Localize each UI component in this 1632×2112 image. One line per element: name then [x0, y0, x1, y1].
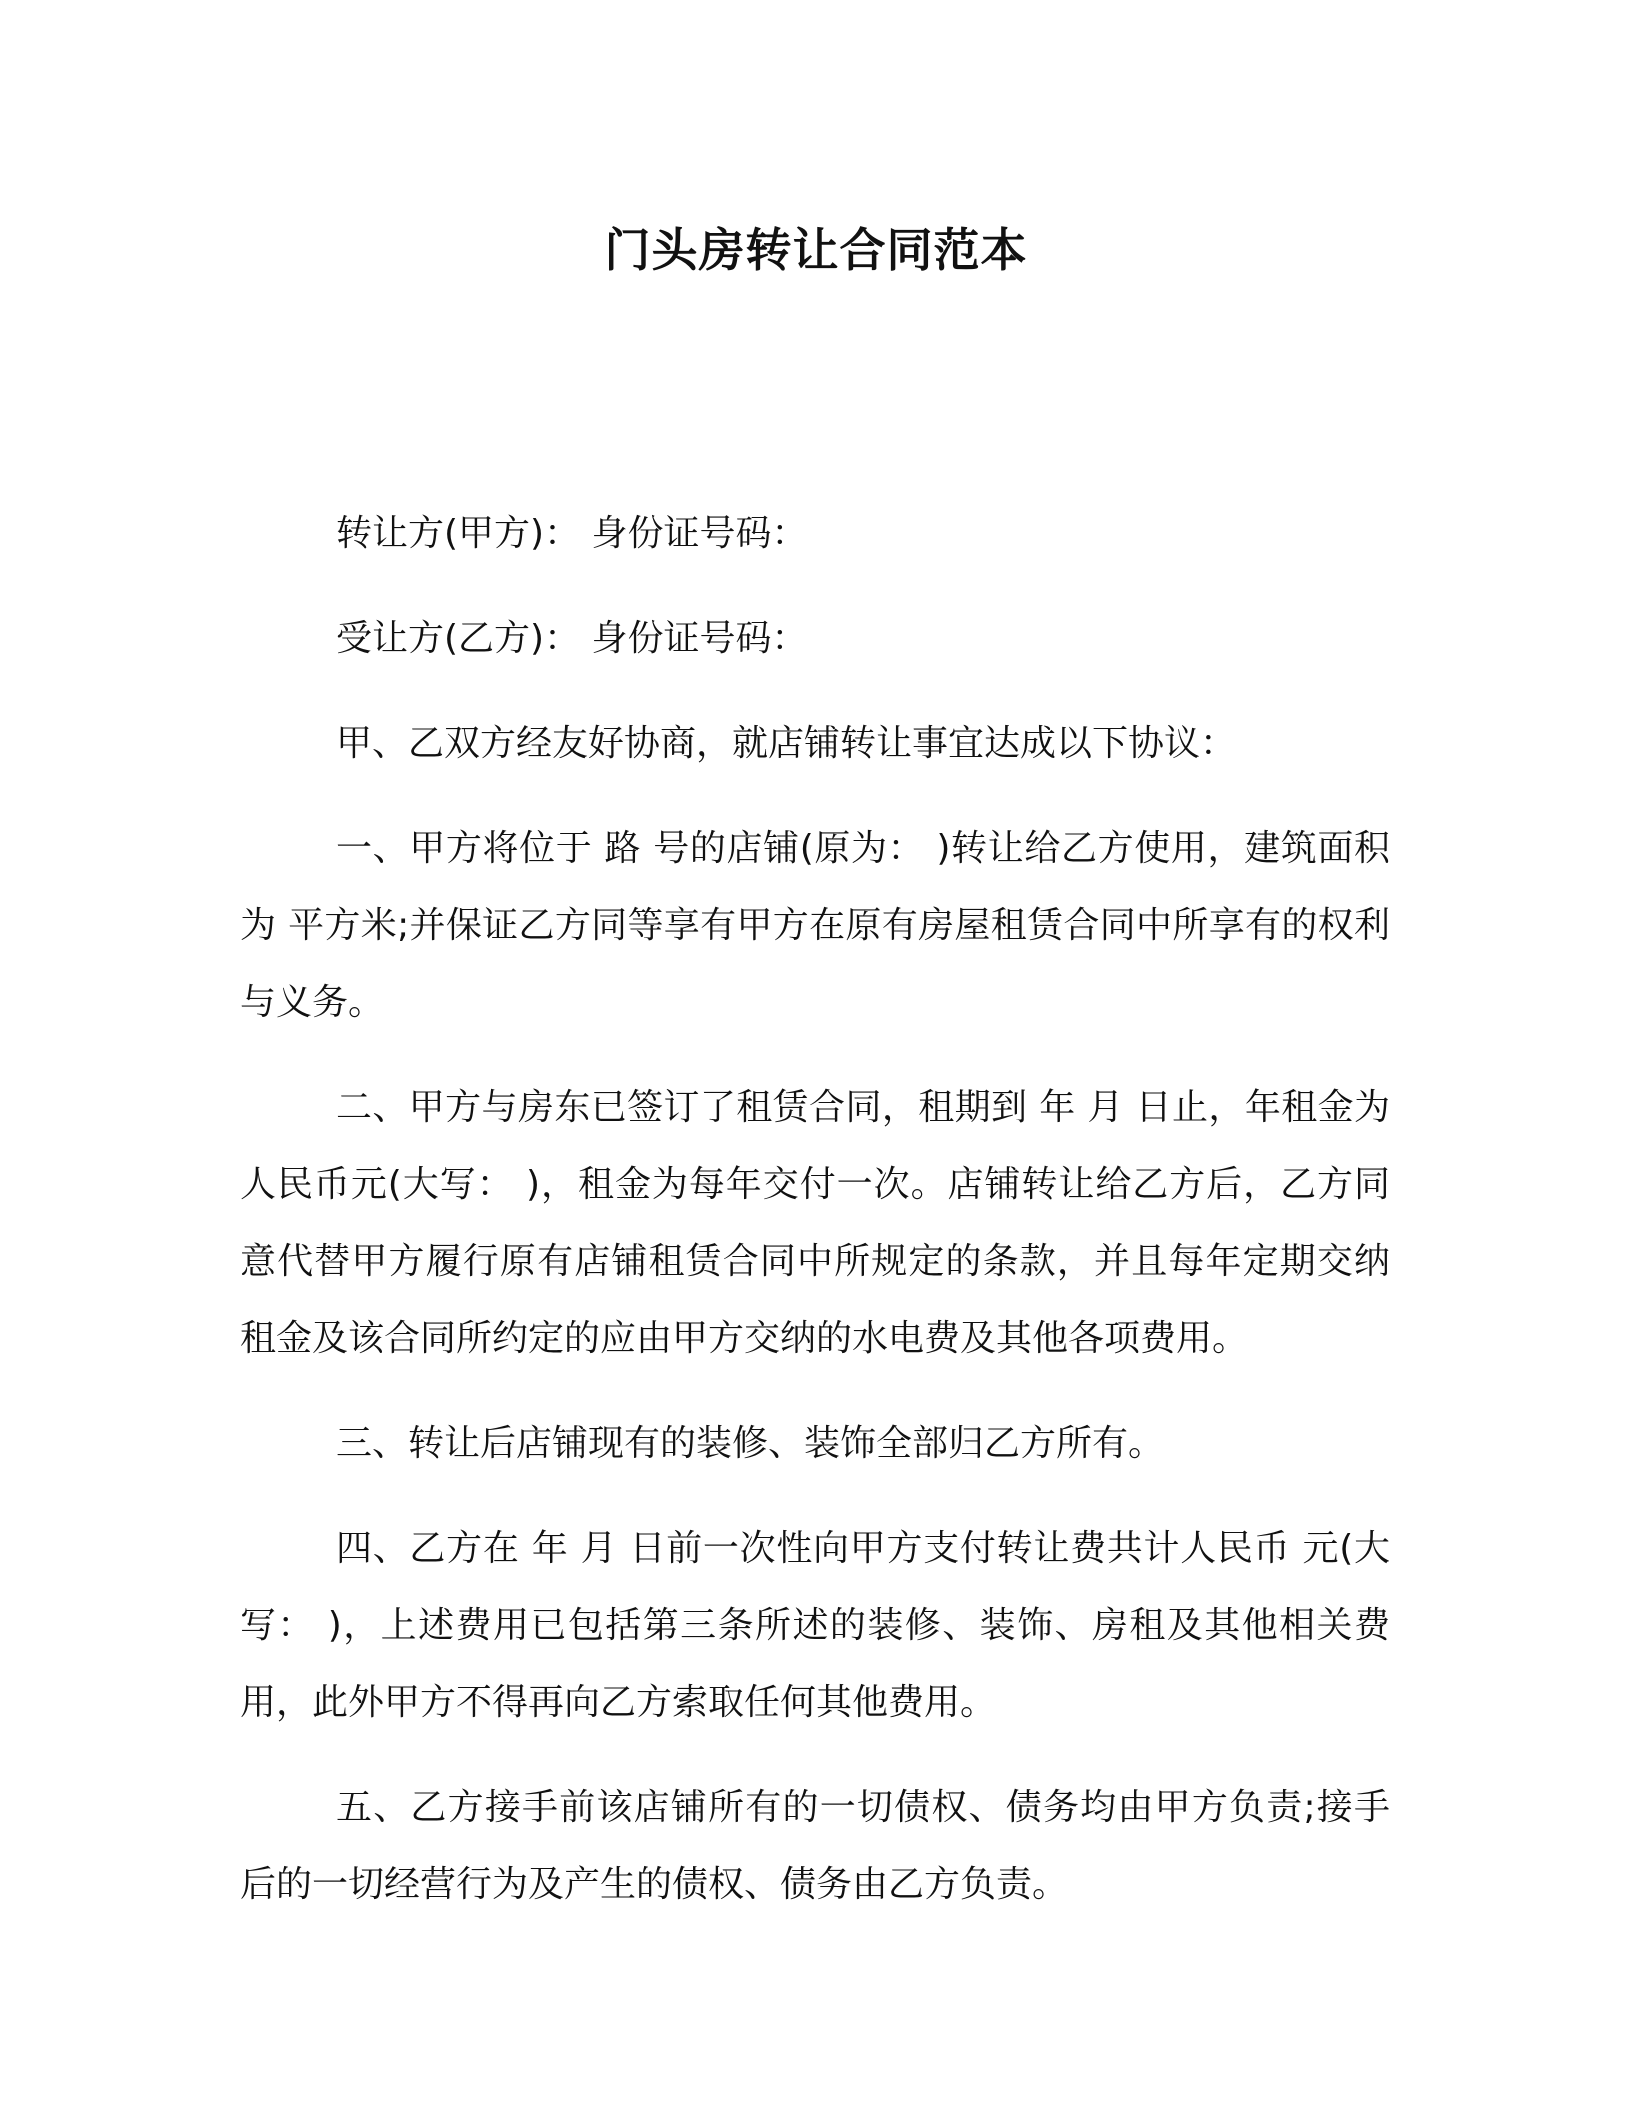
document-body: [240, 495, 1390, 1951]
document-title: 门头房转让合同范本: [604, 223, 1028, 277]
clause-2: 二、甲方与房东已签订了租赁合同，租期到 年 月 日止，年租金为人民币元(大写： )，租金为每年交付一次。店铺转让给乙方后，乙方同意代替甲方履行原有店铺租赁合同中所规定的条款，并且每年定期交纳租金及该合同所约定的应由甲方交纳的水电费及其他各项费用。: [240, 1087, 1390, 1359]
clause-1: 一、甲方将位于 路 号的店铺(原为： )转让给乙方使用，建筑面积为 平方米;并保证乙方同等享有甲方在原有房屋租赁合同中所享有的权利与义务。: [240, 828, 1390, 1023]
clause-3: 三、转让后店铺现有的装修、装饰全部归乙方所有。: [336, 1423, 1165, 1464]
clause-5: 五、乙方接手前该店铺所有的一切债权、债务均由甲方负责;接手后的一切经营行为及产生的债权、债务由乙方负责。: [240, 1787, 1390, 1905]
transferee-line: 受让方(乙方)： 身份证号码：: [336, 618, 808, 659]
transferor-line: 转让方(甲方)： 身份证号码：: [336, 513, 808, 554]
clause-4: 四、乙方在 年 月 日前一次性向甲方支付转让费共计人民币 元(大写： )，上述费用已包括第三条所述的装修、装饰、房租及其他相关费用，此外甲方不得再向乙方索取任何其他费用。: [240, 1528, 1390, 1723]
agreement-intro: 甲、乙双方经友好协商，就店铺转让事宜达成以下协议：: [336, 723, 1237, 764]
